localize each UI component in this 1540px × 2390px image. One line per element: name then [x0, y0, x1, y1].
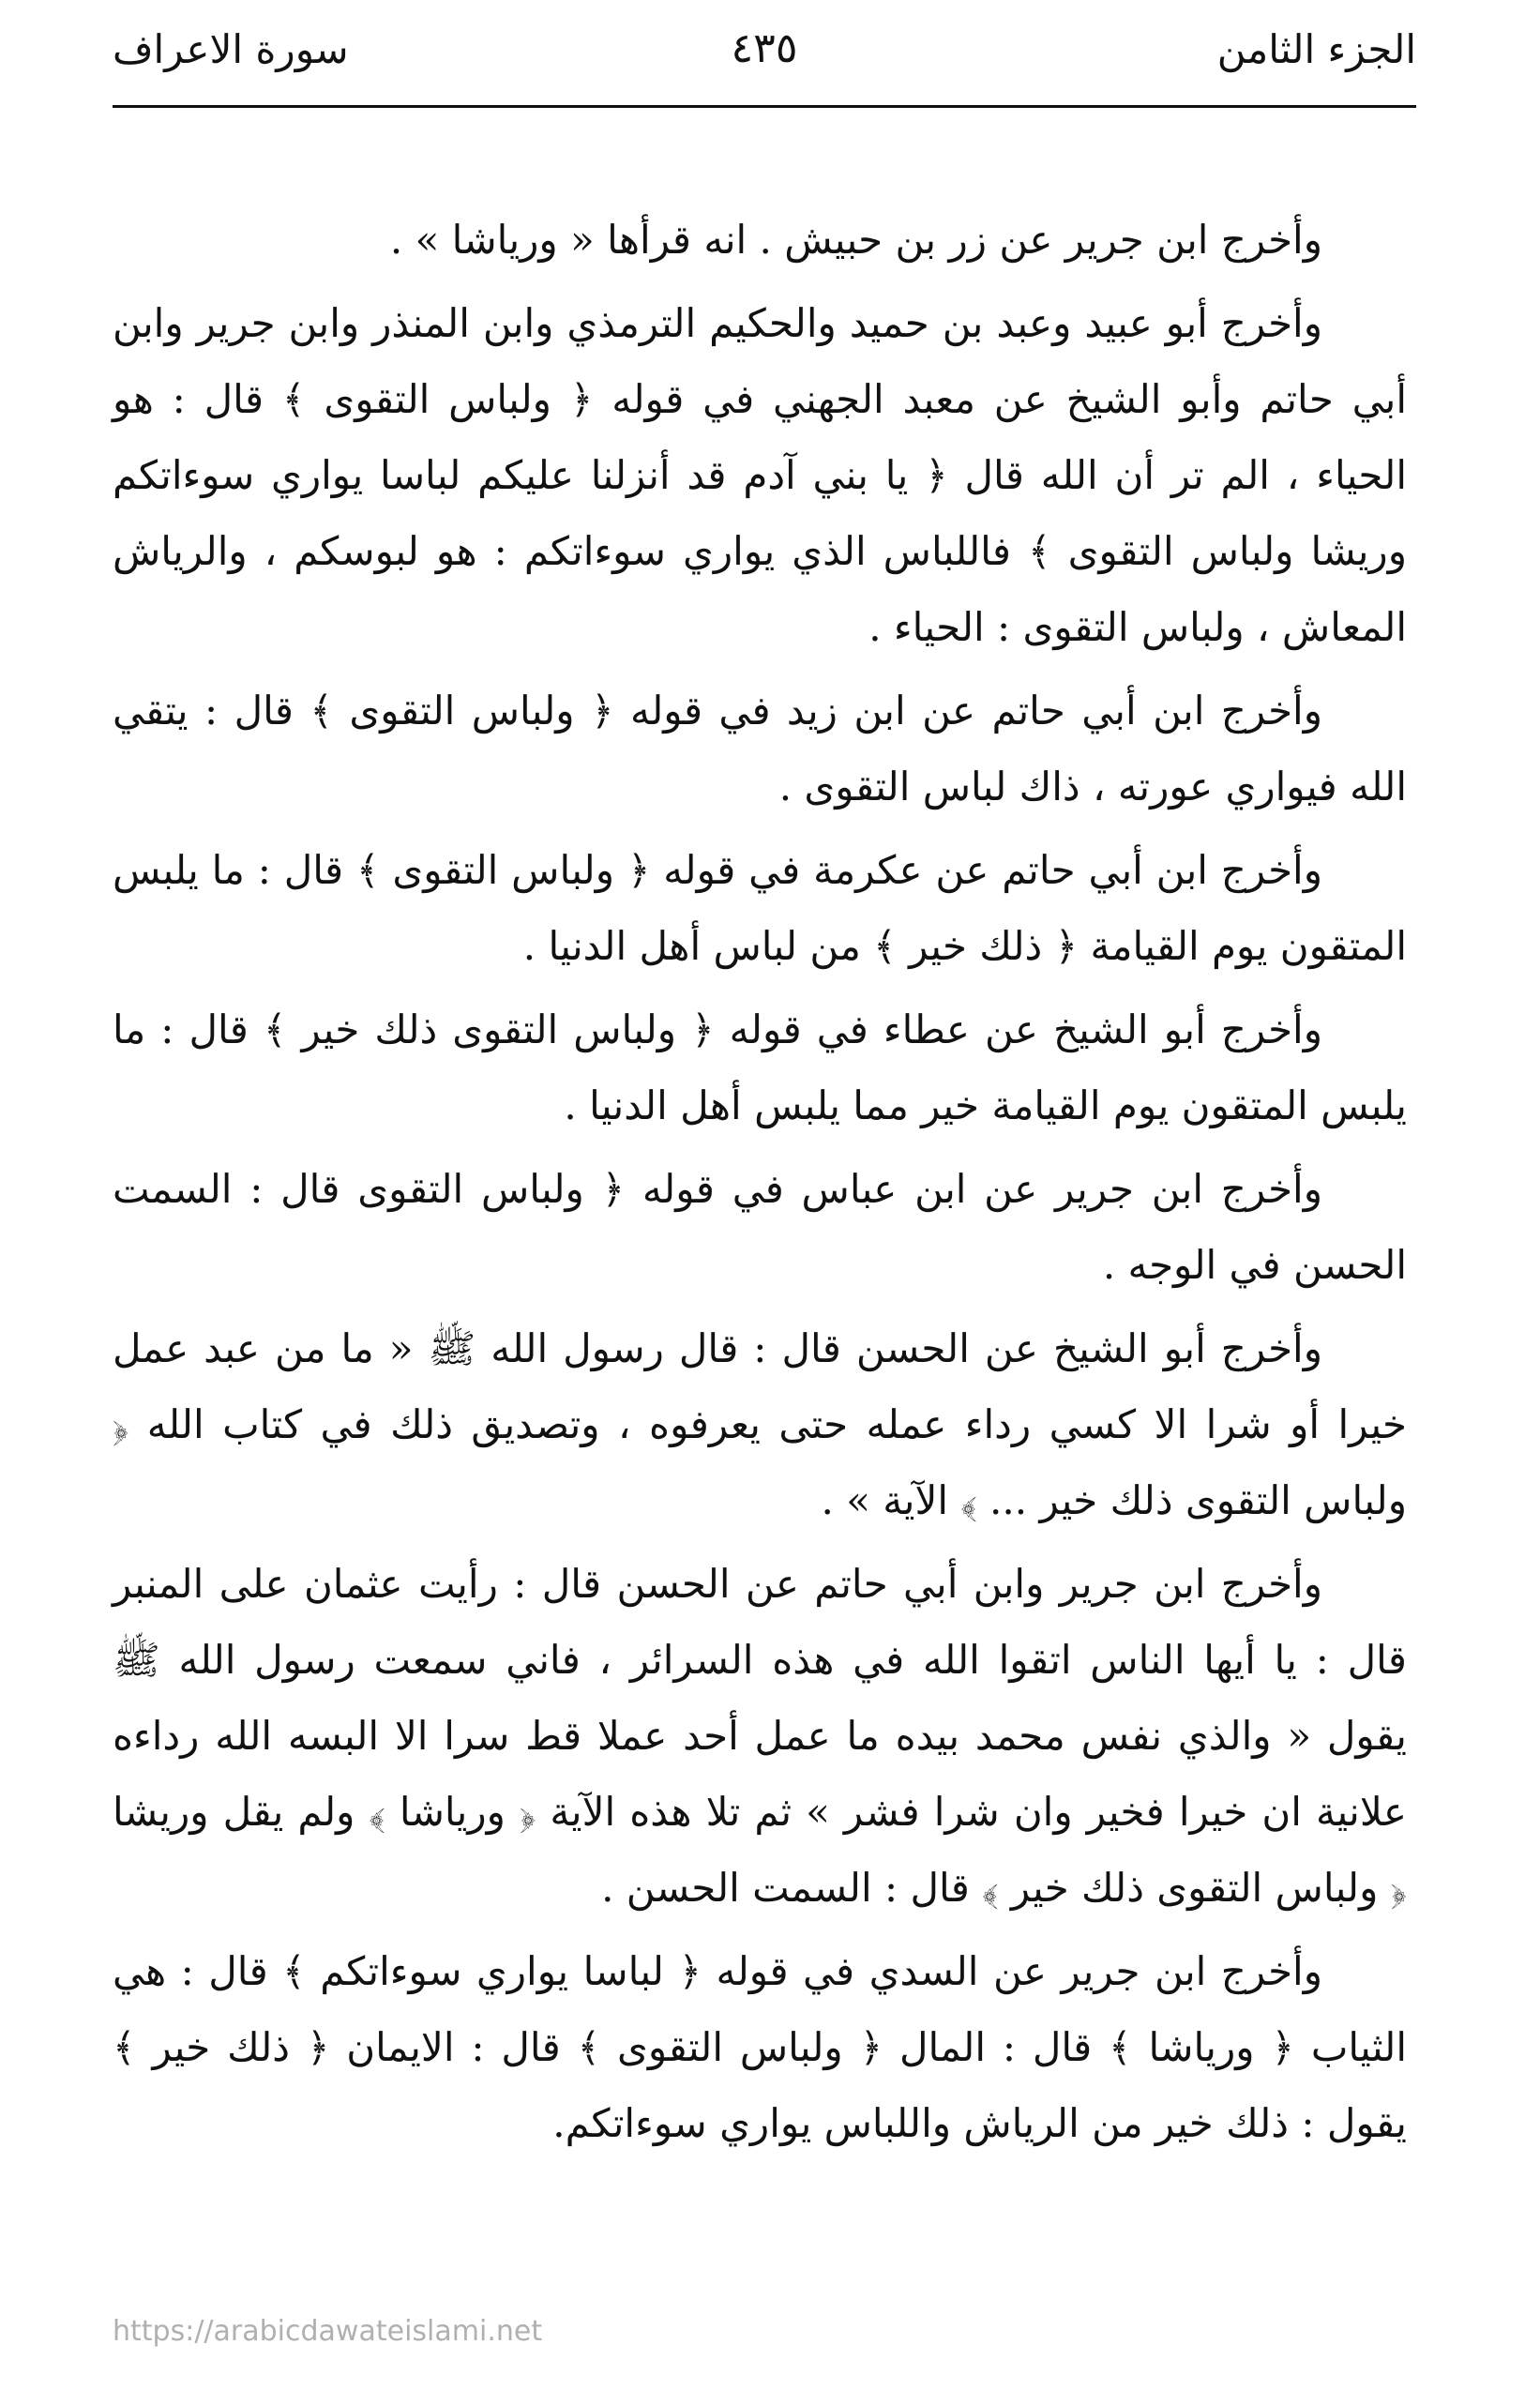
page-header	[113, 21, 1416, 96]
page-number: ٤٣٥	[731, 24, 798, 72]
website-watermark: https://arabicdawateislami.net	[113, 2315, 543, 2348]
paragraph-6: وأخرج ابن جرير عن ابن عباس في قوله ﴿ ولباس التقوى قال : السمت الحسن في الوجه .	[113, 1166, 1407, 1288]
part-title: الجزء الثامن	[1216, 26, 1416, 72]
paragraph-5: وأخرج أبو الشيخ عن عطاء في قوله ﴿ ولباس التقوى ذلك خير ﴾ قال : ما يلبس المتقون يوم القيامة خير مما يلبس أهل الدنيا .	[113, 1006, 1407, 1128]
paragraph-8: وأخرج ابن جرير وابن أبي حاتم عن الحسن قال : رأيت عثمان على المنبر قال : يا أيها الناس اتقوا الله في هذه السرائر ، فاني سمعت رسول الله ﷺ يقول « والذي نفس محمد بيده ما عمل أحد عملا قط سرا الا البسه الله رداءه علانية ان خيرا فخير وان شرا فشر » ثم تلا هذه الآية ﴿ ورياشا ﴾ ولم يقل وريشا ﴿ ولباس التقوى ذلك خير ﴾ قال : السمت الحسن .	[113, 1561, 1407, 1911]
paragraph-3: وأخرج ابن أبي حاتم عن ابن زيد في قوله ﴿ ولباس التقوى ﴾ قال : يتقي الله فيواري عورته ، ذاك لباس التقوى .	[113, 688, 1407, 809]
paragraph-9: وأخرج ابن جرير عن السدي في قوله ﴿ لباسا يواري سوءاتكم ﴾ قال : هي الثياب ﴿ ورياشا ﴾ قال : المال ﴿ ولباس التقوى ﴾ قال : الايمان ﴿ ذلك خير ﴾ يقول : ذلك خير من الرياش واللباس يواري سوءاتكم.	[113, 1948, 1407, 2146]
header-rule	[113, 105, 1416, 108]
surah-title: سورة الاعراف	[113, 26, 349, 72]
text-body	[113, 202, 1407, 2161]
paragraph-4: وأخرج ابن أبي حاتم عن عكرمة في قوله ﴿ ولباس التقوى ﴾ قال : ما يلبس المتقون يوم القيامة ﴿ ذلك خير ﴾ من لباس أهل الدنيا .	[113, 847, 1407, 969]
paragraph-1: وأخرج ابن جرير عن زر بن حبيش . انه قرأها « ورياشا » .	[389, 217, 1322, 263]
paragraph-7: وأخرج أبو الشيخ عن الحسن قال : قال رسول الله ﷺ « ما من عبد عمل خيرا أو شرا الا كسي رداء عمله حتى يعرفوه ، وتصديق ذلك في كتاب الله ﴿ ولباس التقوى ذلك خير ... ﴾ الآية » .	[113, 1325, 1407, 1523]
paragraph-2: وأخرج أبو عبيد وعبد بن حميد والحكيم الترمذي وابن المنذر وابن جرير وابن أبي حاتم وأبو الشيخ عن معبد الجهني في قوله ﴿ ولباس التقوى ﴾ قال : هو الحياء ، الم تر أن الله قال ﴿ يا بني آدم قد أنزلنا عليكم لباسا يواري سوءاتكم وريشا ولباس التقوى ﴾ فاللباس الذي يواري سوءاتكم : هو لبوسكم ، والرياش المعاش ، ولباس التقوى : الحياء .	[113, 300, 1407, 650]
